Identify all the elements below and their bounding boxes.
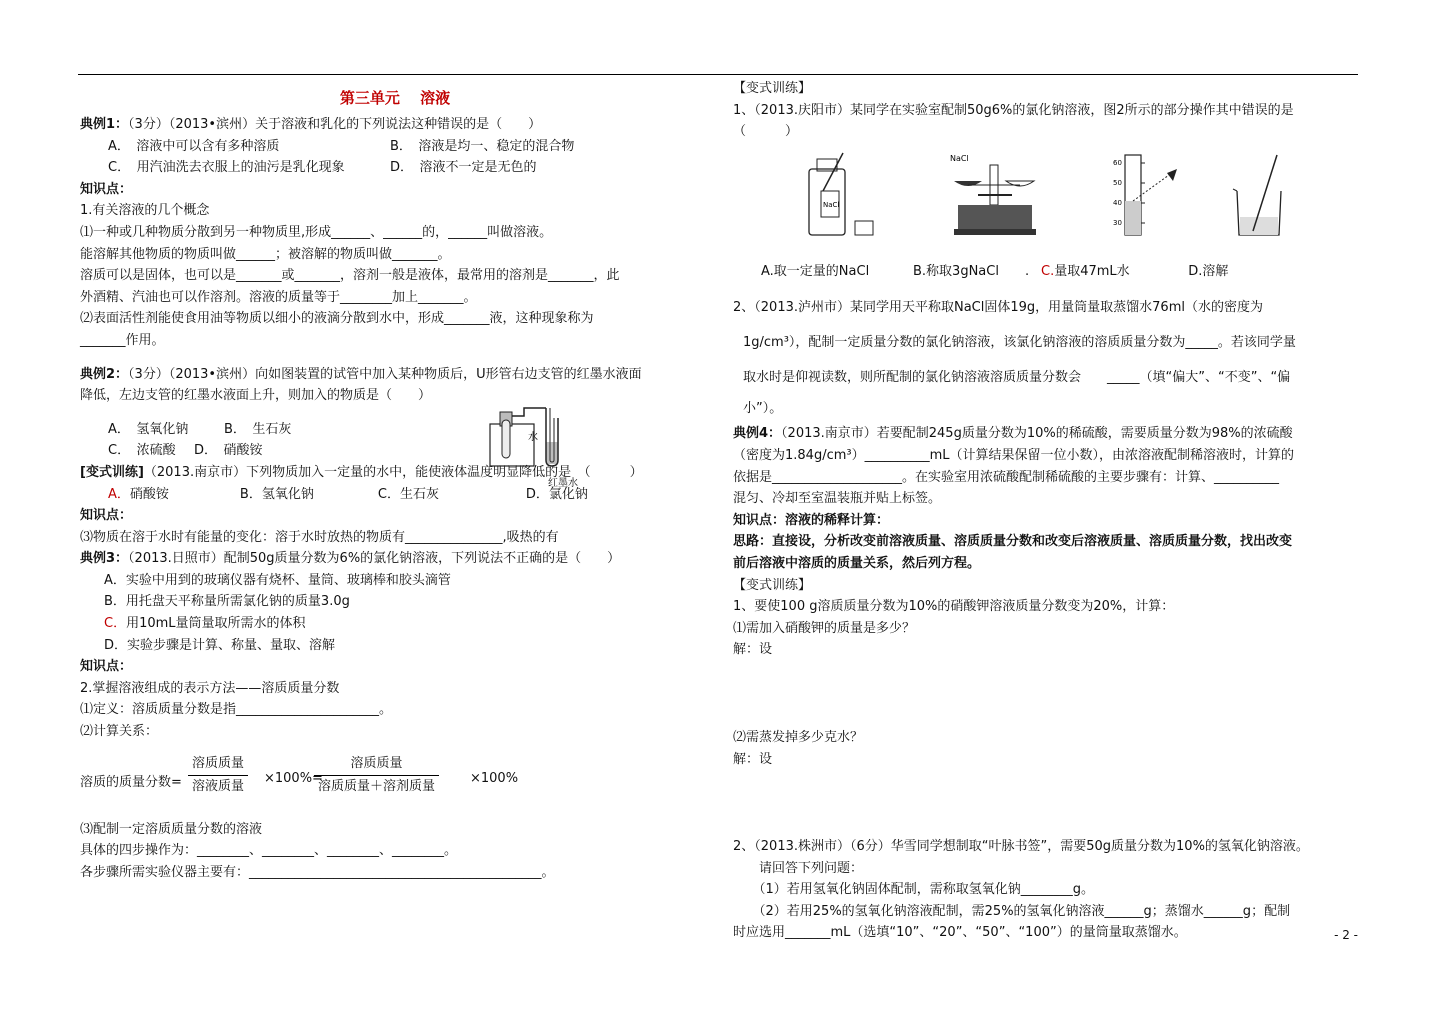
- example-3-option-b: B．用托盘天平称量所需氯化钠的质量3.0g: [104, 594, 350, 610]
- kp1-line-2: ⑴一种或几种物质分散到另一种物质里,形成______、______的，______叫做溶液。: [80, 224, 553, 240]
- graduated-cylinder-icon: [1111, 151, 1191, 241]
- q3-line-4: （2）若用25%的氢氧化钠溶液配制，需25%的氢氧化钠溶液______g；蒸馏水______g；配制: [733, 903, 1291, 919]
- knowledge-heading-5: 知识点：溶液的稀释计算：: [733, 512, 890, 528]
- kp3-line-1: 2.掌握溶液组成的表示方法——溶质质量分数: [80, 680, 340, 696]
- kp1-line-5: 外酒精、汽油也可以作溶剂。溶液的质量等于________加上_______。: [80, 289, 477, 305]
- fig-red-ink-label: 红墨水: [548, 478, 578, 489]
- drill-2-heading: 【变式训练】: [733, 81, 812, 96]
- q2-line-4: 小”）。: [743, 401, 783, 417]
- fig-tick-60: 60: [1113, 158, 1122, 167]
- example-4-question-4: 混匀、冷却至室温装瓶并贴上标签。: [733, 491, 942, 507]
- fig-nacl-label: NaCl: [823, 200, 840, 209]
- formula-tail: ×100%: [470, 770, 519, 786]
- drill-3-line-4: ⑵需蒸发掉多少克水？: [733, 729, 864, 745]
- example-1-question: 典例1：（3分）（2013•滨州）关于溶液和乳化的下列说法这种错误的是（ ）: [80, 117, 542, 132]
- example-2-options-ab: A． 氢氧化钠 B． 生石灰: [108, 421, 292, 437]
- formula-fraction-2: [314, 753, 439, 798]
- drill-3-heading: 【变式训练】: [733, 577, 812, 593]
- q2-line-3: 取水时是仰视读数，则所配制的氯化钠溶液溶质质量分数会 _____（填“偏大”、“不变”、“偏: [743, 370, 1291, 386]
- example-3-option-d: D．实验步骤是计算、称量、量取、溶解: [104, 637, 336, 653]
- example-1-options-ab: A． 溶液中可以含有多种溶质 B． 溶液是均一、稳定的混合物: [108, 138, 575, 154]
- formula-den-1: 溶液质量: [188, 775, 248, 798]
- drill-1-question: [变式训练]（2013.南京市）下列物质加入一定量的水中，能使液体温度明显降低的是 （ ）: [80, 464, 643, 480]
- kp2-line-1: ⑶物质在溶于水时有能量的变化：溶于水时放热的物质有_______________,吸热的有: [80, 529, 559, 545]
- example-4-question-3: 依据是____________________。在实验室用浓硫酸配制稀硫酸的主要步骤有：计算、__________: [733, 469, 1280, 485]
- drill-3-line-3: 解：设: [733, 642, 773, 658]
- balance-icon: [948, 151, 1043, 241]
- kp3-line-3: ⑵计算关系：: [80, 724, 159, 740]
- formula-lhs: 溶质的质量分数=: [80, 774, 182, 790]
- figure-captions: A.取一定量的NaCl B.称取3gNaCl . C.量取47mL水 D.溶解: [761, 263, 1229, 279]
- fig-nacl-label-2: NaCl: [950, 153, 969, 163]
- example-4-question-2: （密度为1.84g/cm³）__________mL（计算结果保留一位小数），由浓溶液配制稀溶液时，计算的: [733, 447, 1295, 463]
- q3-line-5: 时应选用_______mL（选填“10”、“20”、“50”、“100”）的量筒量取蒸馏水。: [733, 925, 1187, 941]
- formula-fraction-1: [188, 753, 248, 798]
- example-4-question-1: 典例4：（2013.南京市）若要配制245g质量分数为10%的稀硫酸，需要质量分数为98%的浓硫酸: [733, 426, 1293, 442]
- kp1-line-7: _______作用。: [80, 332, 165, 348]
- drill-3-line-1: 1、要使100 g溶质质量分数为10%的硝酸钾溶液质量分数变为20%，计算：: [733, 599, 1175, 615]
- reagent-bottle-icon: [803, 151, 883, 241]
- knowledge-heading-1: 知识点：: [80, 181, 133, 197]
- drill-3-line-2: ⑴需加入硝酸钾的质量是多少？: [733, 620, 916, 636]
- q2-line-1: 2、（2013.泸州市）某同学用天平称取NaCl固体19g，用量筒量取蒸馏水76ml（水的密度为: [733, 300, 1263, 316]
- kp1-line-1: 1.有关溶液的几个概念: [80, 203, 210, 219]
- formula-mid: ×100%=: [264, 770, 323, 786]
- formula-num-2: 溶质质量: [350, 755, 403, 771]
- u-tube-apparatus-figure: [484, 402, 594, 472]
- example-1-options-cd: C． 用汽油洗去衣服上的油污是乳化现象 D． 溶液不一定是无色的: [108, 160, 537, 176]
- page-title: 第三单元 溶液: [339, 89, 451, 107]
- q3-line-2: 请回答下列问题：: [733, 860, 864, 876]
- fig-tick-50: 50: [1113, 178, 1122, 187]
- drill-3-line-5: 解：设: [733, 751, 773, 767]
- kp4-line-1: ⑶配制一定溶质质量分数的溶液: [80, 821, 263, 837]
- kp3-line-2: ⑴定义：溶质质量分数是指______________________。: [80, 702, 393, 718]
- kp4-line-2: 具体的四步操作为：________、________、________、________。: [80, 843, 458, 859]
- q3-line-1: 2、（2013.株洲市）（6分）华雪同学想制取“叶脉书签”，需要50g质量分数为10%的氢氧化钠溶液。: [733, 839, 1309, 855]
- kp1-line-6: ⑵表面活性剂能使食用油等物质以细小的液滴分散到水中，形成_______液，这种现象称为: [80, 311, 594, 327]
- lab-operations-figure: [733, 147, 1373, 257]
- q3-line-3: （1）若用氢氧化钠固体配制，需称取氢氧化钠________g。: [733, 882, 1095, 898]
- mass-fraction-formula: [80, 753, 710, 813]
- drill-2-question-1: 1、（2013.庆阳市）某同学在实验室配制50g6%的氯化钠溶液，图2所示的部分操作其中错误的是: [733, 102, 1294, 118]
- fig-water-label: 水: [528, 432, 538, 443]
- drill-1-options: A．硝酸铵 B．氢氧化钠 C．生石灰 D．氯化钠: [108, 486, 588, 502]
- header-rule: [78, 74, 1358, 75]
- kp5-line-1: 思路：直接设，分析改变前溶液质量、溶质质量分数和改变后溶液质量、溶质质量分数，找出改变: [733, 534, 1293, 550]
- fig-tick-40: 40: [1113, 198, 1122, 207]
- beaker-icon: [1229, 151, 1299, 241]
- q2-line-2: 1g/cm³），配制一定质量分数的氯化钠溶液，该氯化钠溶液的溶质质量分数为_____。若该同学量: [743, 335, 1296, 351]
- knowledge-heading-2: 知识点：: [80, 508, 133, 524]
- example-2-question-2: 降低，左边支管的红墨水液面上升，则加入的物质是（ ）: [80, 388, 432, 404]
- drill-2-question-2: （ ）: [733, 124, 799, 140]
- kp1-line-4: 溶质可以是固体，也可以是_______或_______，溶剂一般是液体，最常用的溶剂是_______，此: [80, 268, 620, 284]
- formula-num-1: 溶质质量: [192, 755, 245, 771]
- knowledge-heading-3: 知识点：: [80, 659, 133, 675]
- fig-tick-30: 30: [1113, 218, 1122, 227]
- example-3-option-c: C．用10mL量筒量取所需水的体积: [104, 616, 306, 632]
- right-column: [733, 78, 1373, 944]
- example-3-option-a: A．实验中用到的玻璃仪器有烧杯、量筒、玻璃棒和胶头滴管: [104, 572, 451, 588]
- example-3-question: 典例3：（2013.日照市）配制50g质量分数为6%的氯化钠溶液，下列说法不正确的是（ ）: [80, 551, 621, 567]
- kp1-line-3: 能溶解其他物质的物质叫做______；被溶解的物质叫做_______。: [80, 246, 451, 262]
- left-column: [80, 78, 710, 883]
- formula-den-2: 溶质质量＋溶剂质量: [314, 775, 439, 798]
- kp4-line-3: 各步骤所需实验仪器主要有：_____________________________________________。: [80, 864, 555, 880]
- example-2-question-1: 典例2：（3分）（2013•滨州）向如图装置的试管中加入某种物质后，U形管右边支管的红墨水液面: [80, 366, 642, 382]
- example-2-options-cd: C． 浓硫酸 D． 硝酸铵: [108, 443, 263, 459]
- kp5-line-2: 前后溶液中溶质的质量关系，然后列方程。: [733, 555, 981, 571]
- page-number: - 2 -: [1334, 928, 1358, 942]
